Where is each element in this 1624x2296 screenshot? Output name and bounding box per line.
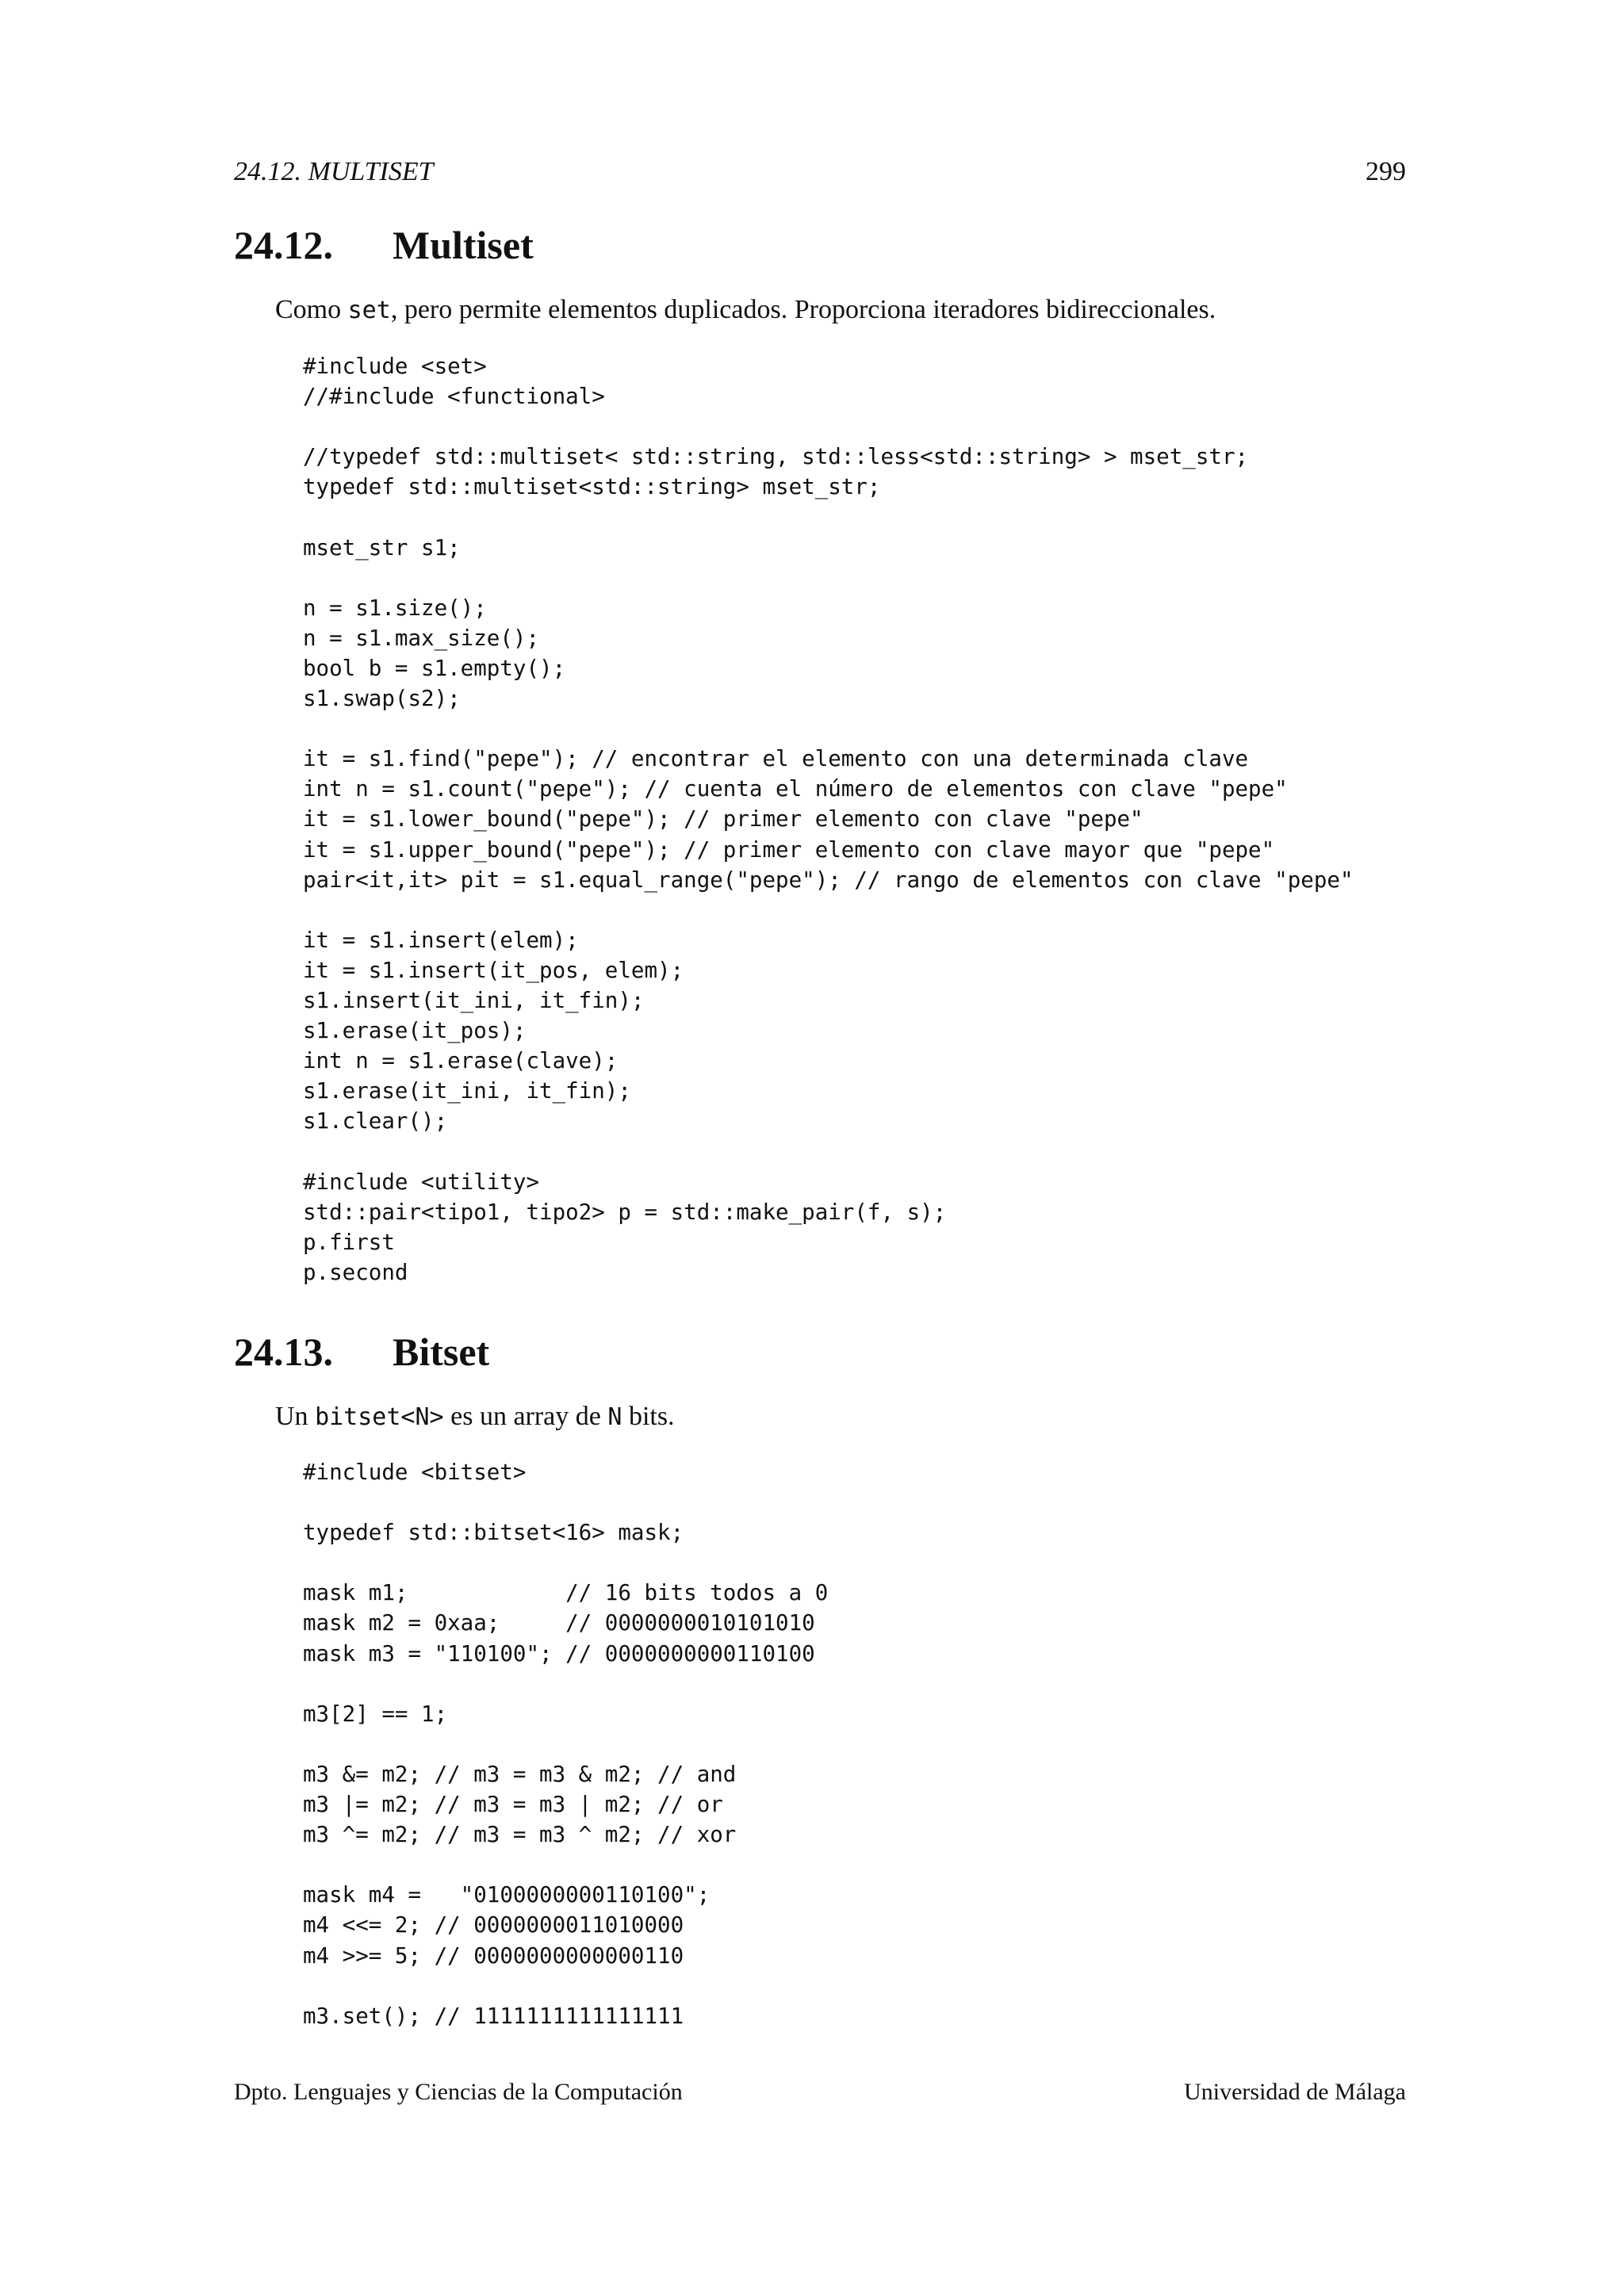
- inline-code: bitset<N>: [315, 1403, 444, 1431]
- multiset-code-listing: #include <set> //#include <functional> //typedef std::multiset< std::string, std::less<std::string> > mset_str; typedef std::multiset<std::string> mset_str; mset_str s1; n = s1.size(); n = s1.max_size(); bool b = s1.empty(); s1.swap(s2); it = s1.find("pepe"); // encontrar el elemento con una determinada clave int n = s1.count("pepe"); // cuenta el número de elementos con clave "pepe" it = s1.lower_bound("pepe"); // primer elemento con clave "pepe" it = s1.upper_bound("pepe"); // primer elemento con clave mayor que "pepe" pair<it,it> pit = s1.equal_range("pepe"); // rango de elementos con clave "pepe" it = s1.insert(elem); it = s1.insert(it_pos, elem); s1.insert(it_ini, it_fin); s1.erase(it_pos); int n = s1.erase(clave); s1.erase(it_ini, it_fin); s1.clear(); #include <utility> std::pair<tipo1, tipo2> p = std::make_pair(f, s); p.first p.second: [303, 354, 1354, 1285]
- multiset-intro-paragraph: Como set, pero permite elementos duplicados. Proporciona iteradores bidireccionales.: [275, 295, 1216, 324]
- section-heading-multiset: [234, 222, 534, 268]
- page-header: [234, 157, 1406, 197]
- section-title: Multiset: [393, 223, 534, 267]
- inline-code: set: [347, 297, 391, 324]
- section-heading-bitset: [234, 1329, 489, 1375]
- page-footer: [234, 2079, 1406, 2118]
- section-title: Bitset: [393, 1330, 490, 1374]
- bitset-intro-paragraph: Un bitset<N> es un array de N bits.: [275, 1402, 675, 1431]
- running-title: 24.12. MULTISET: [234, 157, 434, 186]
- bitset-code-listing: #include <bitset> typedef std::bitset<16> mask; mask m1; // 16 bits todos a 0 mask m2 = 0xaa; // 0000000010101010 mask m3 = "110100"; // 0000000000110100 m3[2] == 1; m3 &= m2; // m3 = m3 & m2; // and m3 |= m2; // m3 = m3 | m2; // or m3 ^= m2; // m3 = m3 ^ m2; // xor mask m4 = "0100000000110100"; m4 <<= 2; // 0000000011010000 m4 >>= 5; // 0000000000000110 m3.set(); // 1111111111111111: [303, 1460, 829, 2029]
- section-number: 24.13.: [234, 1330, 333, 1374]
- footer-department: Dpto. Lenguajes y Ciencias de la Computación: [234, 2079, 683, 2105]
- section-number: 24.12.: [234, 223, 333, 267]
- footer-university: Universidad de Málaga: [1184, 2079, 1406, 2105]
- inline-code: N: [607, 1403, 622, 1431]
- page-number: 299: [1365, 157, 1406, 186]
